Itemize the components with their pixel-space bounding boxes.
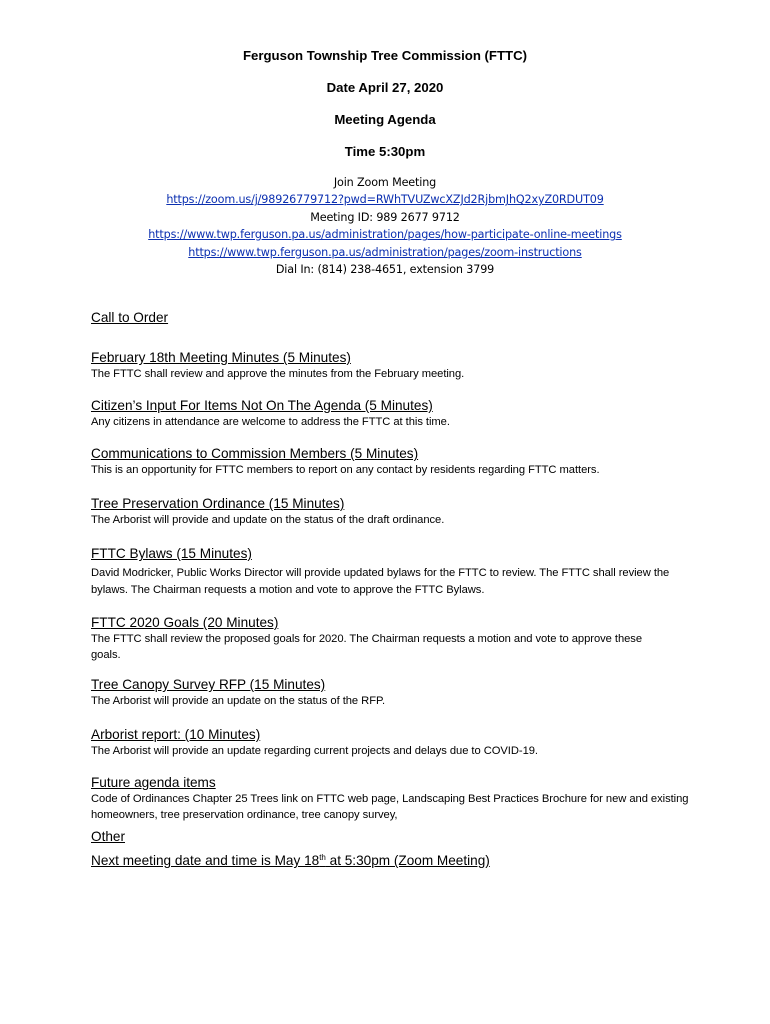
item-title: Communications to Commission Members (5 Minutes) bbox=[91, 446, 419, 461]
item-description: The Arborist will provide and update on the status of the draft ordinance. bbox=[91, 514, 445, 526]
agenda-item bbox=[91, 775, 691, 823]
meeting-id: Meeting ID: 989 2677 9712 bbox=[310, 210, 460, 224]
zoom-instructions-link[interactable]: https://www.twp.ferguson.pa.us/administration/pages/zoom-instructions bbox=[188, 245, 582, 259]
next-meeting-pre: Next meeting date and time is May 18 bbox=[91, 853, 320, 868]
item-title: Call to Order bbox=[91, 310, 169, 325]
agenda-item bbox=[91, 398, 691, 430]
item-title: Other bbox=[91, 829, 125, 844]
join-zoom-label: Join Zoom Meeting bbox=[333, 176, 437, 189]
item-description: David Modricker, Public Works Director will provide updated bylaws for the FTTC to review. The FTTC shall review the bylaws. The Chairman requests a motion and vote to approve the FTTC Bylaws. bbox=[91, 567, 670, 596]
item-description: The FTTC shall review the proposed goals for 2020. The Chairman requests a motion and vote to approve these goals. bbox=[91, 633, 643, 661]
item-description: The Arborist will provide an update on the status of the RFP. bbox=[91, 695, 386, 707]
zoom-meeting-link[interactable]: https://zoom.us/j/98926779712?pwd=RWhTVUZwcXZJd2RjbmJhQ2xyZ0RDUT09 bbox=[166, 193, 604, 207]
meeting-time: Time 5:30pm bbox=[344, 144, 426, 159]
item-title: FTTC Bylaws (15 Minutes) bbox=[91, 546, 252, 561]
agenda-item bbox=[91, 496, 691, 528]
zoom-info bbox=[0, 174, 770, 278]
meeting-date: Date April 27, 2020 bbox=[326, 80, 444, 95]
next-meeting-post: at 5:30pm (Zoom Meeting) bbox=[325, 853, 490, 868]
document-title: Ferguson Township Tree Commission (FTTC) bbox=[242, 48, 528, 63]
item-description: Code of Ordinances Chapter 25 Trees link on FTTC web page, Landscaping Best Practices Brochure for new and existing homeowners, tree preservation ordinance, tree canopy survey, bbox=[91, 793, 689, 821]
dial-in: Dial In: (814) 238-4651, extension 3799 bbox=[275, 262, 495, 276]
next-meeting bbox=[91, 853, 691, 869]
item-title: Citizen’s Input For Items Not On The Agenda (5 Minutes) bbox=[91, 398, 433, 413]
item-title: FTTC 2020 Goals (20 Minutes) bbox=[91, 615, 279, 630]
item-description: Any citizens in attendance are welcome to address the FTTC at this time. bbox=[91, 416, 450, 428]
item-title: February 18th Meeting Minutes (5 Minutes) bbox=[91, 350, 351, 365]
agenda-item bbox=[91, 350, 691, 382]
agenda-item bbox=[91, 546, 671, 599]
call-to-order bbox=[91, 310, 691, 326]
agenda-item bbox=[91, 446, 691, 478]
item-title: Arborist report: (10 Minutes) bbox=[91, 727, 261, 742]
item-title: Tree Preservation Ordinance (15 Minutes) bbox=[91, 496, 345, 511]
agenda-item bbox=[91, 727, 691, 759]
agenda-item-other bbox=[91, 829, 691, 845]
next-meeting-sup: th bbox=[319, 853, 326, 862]
item-title: Tree Canopy Survey RFP (15 Minutes) bbox=[91, 677, 326, 692]
item-description: The Arborist will provide an update regarding current projects and delays due to COVID-19. bbox=[91, 745, 538, 757]
meeting-agenda-heading: Meeting Agenda bbox=[334, 112, 436, 127]
participate-online-link[interactable]: https://www.twp.ferguson.pa.us/administration/pages/how-participate-online-meetings bbox=[148, 228, 622, 242]
item-description: This is an opportunity for FTTC members to report on any contact by residents regarding FTTC matters. bbox=[91, 464, 600, 476]
agenda-item bbox=[91, 615, 651, 663]
item-title: Future agenda items bbox=[91, 775, 216, 790]
item-description: The FTTC shall review and approve the minutes from the February meeting. bbox=[91, 368, 465, 380]
next-meeting-text bbox=[91, 853, 691, 869]
agenda-item bbox=[91, 677, 691, 709]
